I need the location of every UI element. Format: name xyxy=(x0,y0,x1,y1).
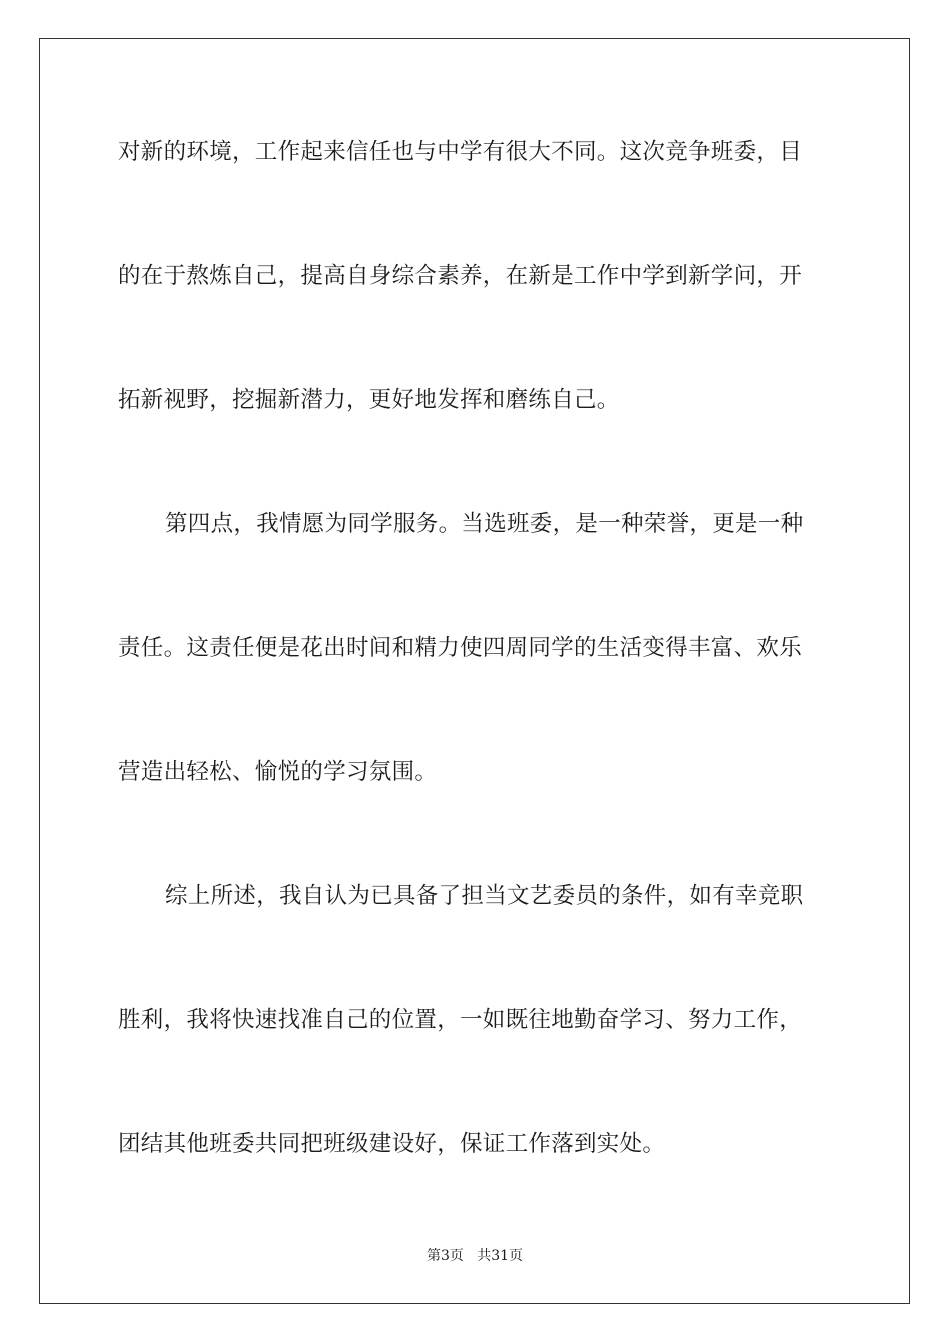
text-line: 对新的环境，工作起来信任也与中学有很大不同。这次竞争班委，目 xyxy=(118,139,803,165)
text-line: 的在于熬炼自己，提高自身综合素养，在新是工作中学到新学问，开 xyxy=(118,263,803,289)
text-line: 拓新视野，挖掘新潜力，更好地发挥和磨练自己。 xyxy=(118,387,620,413)
paragraph-start-line: 第四点，我情愿为同学服务。当选班委，是一种荣誉，更是一种 xyxy=(165,511,804,537)
text-line: 团结其他班委共同把班级建设好，保证工作落到实处。 xyxy=(118,1131,666,1157)
text-line: 责任。这责任便是花出时间和精力使四周同学的生活变得丰富、欢乐 xyxy=(118,635,803,661)
page-number-footer: 第3页 共31页 xyxy=(426,1248,524,1264)
page-border xyxy=(39,38,910,1304)
paragraph-start-line: 综上所述，我自认为已具备了担当文艺委员的条件，如有幸竞职 xyxy=(165,883,804,909)
text-line: 营造出轻松、愉悦的学习氛围。 xyxy=(118,759,438,785)
text-line: 胜利，我将快速找准自己的位置，一如既往地勤奋学习、努力工作， xyxy=(118,1007,803,1033)
